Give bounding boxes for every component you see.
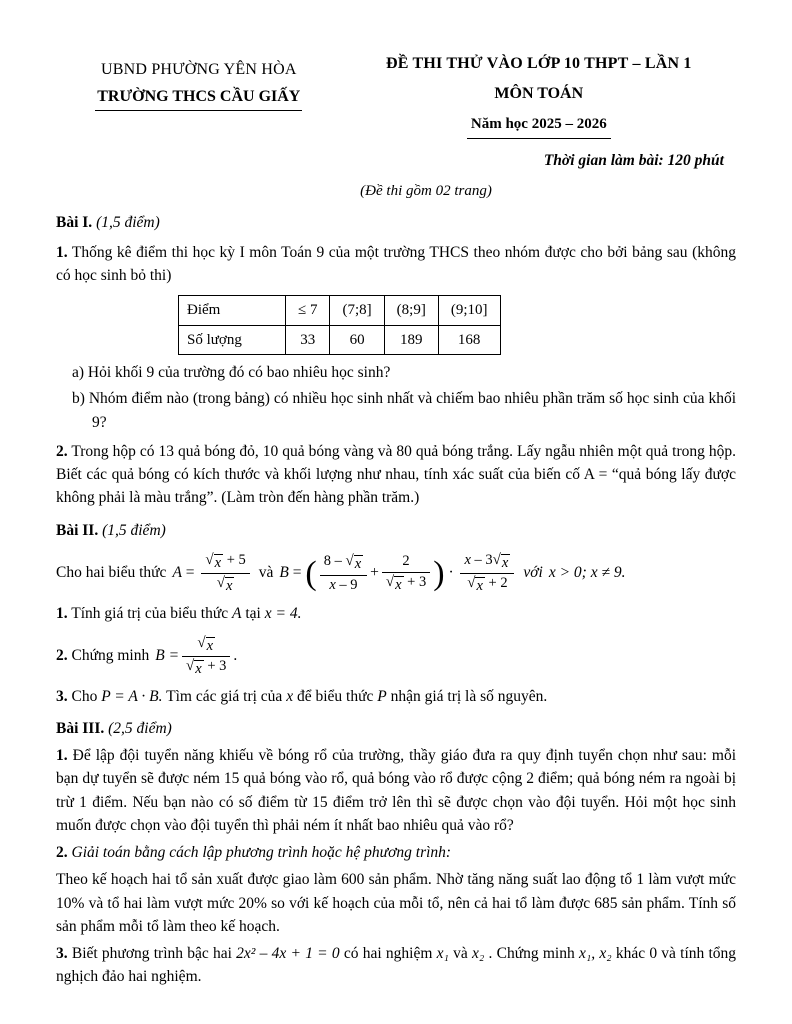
bai3-question1 bbox=[56, 744, 736, 837]
header-left-block bbox=[56, 52, 342, 111]
document-header bbox=[56, 52, 736, 172]
bai2-q2-number: 2. bbox=[56, 647, 68, 665]
bai2-question1 bbox=[56, 602, 736, 625]
bai2-condition-label: với bbox=[523, 564, 543, 582]
bai3-q3-roots: x₁, x₂ bbox=[578, 945, 612, 963]
bai2-q3-var2: P bbox=[377, 687, 387, 705]
bai2-conjunction: và bbox=[258, 564, 274, 582]
expr-B-f3-denominator: √ x + 2 bbox=[467, 575, 508, 595]
bai3-question3 bbox=[56, 942, 736, 989]
table-header-cell-3: (9;10] bbox=[438, 296, 500, 326]
page-count-note: (Đề thi gồm 02 trang) bbox=[360, 182, 492, 199]
bai1-item-b: b) Nhóm điểm nào (trong bảng) có nhiều học sinh nhất và chiếm bao nhiêu phần trăm số học sinh của khối 9? bbox=[72, 390, 736, 431]
bai2-question2: 2. Chứng minh B = √ x √ x + 3 . bbox=[56, 634, 238, 678]
bai3-question2-heading bbox=[56, 841, 736, 864]
bai3-q1-number: 1. bbox=[56, 747, 68, 765]
bai3-q3-root-x2: x₂ bbox=[472, 945, 485, 963]
expr-B-label: B bbox=[279, 564, 289, 582]
bai2-label: Bài II. bbox=[56, 521, 99, 539]
bai2-q1-var: A bbox=[232, 604, 242, 622]
bai2-condition-text: x > 0; x ≠ 9. bbox=[548, 564, 626, 582]
expr-B-f2-numerator: 2 bbox=[382, 553, 430, 572]
bai3-q3-text-c: . Chứng minh bbox=[488, 945, 575, 963]
expr-B-fraction-2 bbox=[382, 553, 430, 594]
expr-A-fraction bbox=[201, 552, 249, 596]
bai2-intro: Cho hai biểu thức bbox=[56, 564, 167, 582]
bai2-q3-text-a: Cho bbox=[71, 687, 98, 705]
bai3-q1-text: Để lập đội tuyển năng khiếu về bóng rổ của trường, thầy giáo đưa ra quy định tuyển chọn như sau: mỗi bạn dự tuyển sẽ được ném 15 quả bóng vào rổ, quả bóng vào rổ được cộng 2 điểm; quả bóng ném ra ngoài bị trừ 1 điểm. Nếu bạn nào có số điểm từ 15 điểm trở lên thì sẽ được chọn vào đội tuyển. Hỏi một học sinh muốn được chọn vào đội tuyển thì phải ném ít nhất bao nhiêu quả vào rổ? bbox=[56, 747, 737, 834]
expr-B-f1-denominator: x – 9 bbox=[329, 576, 358, 593]
bai2-q2-lhs: B = bbox=[155, 647, 180, 665]
expr-B-fraction-3 bbox=[460, 552, 514, 596]
table-header-cell-1: (7;8] bbox=[330, 296, 384, 326]
bai3-q2-text: Giải toán bằng cách lập phương trình hoặc hệ phương trình: bbox=[71, 844, 452, 862]
bai2-question3 bbox=[56, 685, 736, 708]
expr-B-f3-numerator: x – 3 √ x bbox=[460, 552, 514, 574]
table-row-label-soluong: Số lượng bbox=[179, 325, 286, 355]
bai2-q2-text: Chứng minh bbox=[71, 647, 150, 665]
bai3-label: Bài III. bbox=[56, 719, 105, 737]
bai2-q1-at: tại bbox=[245, 604, 261, 622]
table-value-cell-3: 168 bbox=[438, 325, 500, 355]
expr-B-fraction-1 bbox=[320, 553, 367, 594]
table-row-values bbox=[179, 325, 501, 355]
table-row-label-diem: Điểm bbox=[179, 296, 286, 326]
bai2-q3-number: 3. bbox=[56, 687, 68, 705]
bai3-q3-root-x1: x₁ bbox=[436, 945, 449, 963]
bai2-q3-text-d: nhận giá trị là số nguyên. bbox=[390, 687, 548, 705]
expr-A-numerator: √ x + 5 bbox=[201, 552, 249, 574]
header-right-block bbox=[342, 52, 736, 172]
bai1-label: Bài I. bbox=[56, 214, 93, 232]
section-title-bai3 bbox=[56, 717, 736, 740]
bai2-q1-number: 1. bbox=[56, 604, 68, 622]
statistics-table bbox=[178, 295, 501, 355]
table-row-header bbox=[179, 296, 501, 326]
bai3-question2-body: Theo kế hoạch hai tổ sản xuất được giao làm 600 sản phẩm. Nhờ tăng năng suất lao động tổ 1 làm vượt mức 10% và tổ hai làm vượt mức 20% so với kế hoạch của mỗi tổ, nên cả hai tổ làm được 685 sản phẩm. Tính số sản phẩm mỗi tổ làm theo kế hoạch. bbox=[56, 871, 736, 935]
bai1-question2 bbox=[56, 440, 736, 510]
bai3-q2-number: 2. bbox=[56, 844, 68, 862]
exam-title: ĐỀ THI THỬ VÀO LỚP 10 THPT – LẦN 1 bbox=[385, 55, 692, 72]
open-paren: ( bbox=[305, 555, 317, 593]
bai2-q2-numerator: √ x bbox=[182, 635, 230, 657]
bai3-q3-number: 3. bbox=[56, 945, 68, 963]
table-value-cell-0: 33 bbox=[286, 325, 330, 355]
bai1-points: (1,5 điểm) bbox=[96, 214, 160, 232]
school-year: Năm học 2025 – 2026 bbox=[467, 113, 611, 139]
bai1-q2-text: Trong hộp có 13 quả bóng đỏ, 10 quả bóng vàng và 80 quả bóng trắng. Lấy ngẫu nhiên một quả trong hộp. Biết các quả bóng có kích thước và khối lượng như nhau, tính xác suất của biến cố A = “quả bóng lấy được không phải là màu trắng”. (Làm tròn đến hàng phần trăm.) bbox=[56, 442, 736, 507]
bai2-q3-var: x bbox=[286, 687, 294, 705]
bai1-q2-number: 2. bbox=[56, 442, 68, 460]
expr-B-f2-denominator: √ x + 3 bbox=[385, 573, 427, 593]
bai2-q2-denominator: √ x + 3 bbox=[186, 658, 227, 678]
bai2-points: (1,5 điểm) bbox=[102, 521, 166, 539]
bai3-points: (2,5 điểm) bbox=[108, 719, 172, 737]
bai3-q3-text-b: có hai nghiệm bbox=[343, 945, 433, 963]
expr-B-f1-numerator: 8 – √ x bbox=[320, 553, 367, 575]
expr-A-label: A bbox=[172, 564, 182, 582]
bai2-expressions: Cho hai biểu thức A = √ x + 5 √ x và B = ( 8 – √ x x – 9 + 2 √ x + 3 ) · x – 3 √ x √ x + 2 với x > 0; x ≠ 9. bbox=[56, 551, 626, 595]
bai2-q3-expr: P = A · B. bbox=[101, 687, 163, 705]
bai3-q3-equation: 2x² – 4x + 1 = 0 bbox=[236, 945, 340, 963]
bai2-q1-text: Tính giá trị của biểu thức bbox=[71, 604, 229, 622]
bai2-q3-text-b: Tìm các giá trị của bbox=[166, 687, 283, 705]
table-header-cell-0: ≤ 7 bbox=[286, 296, 330, 326]
bai3-q3-text-a: Biết phương trình bậc hai bbox=[71, 945, 232, 963]
exam-subject: MÔN TOÁN bbox=[494, 85, 584, 102]
bai2-q1-value: x = 4. bbox=[264, 604, 302, 622]
issuing-authority: UBND PHƯỜNG YÊN HÒA bbox=[100, 61, 297, 78]
bai1-q1-number: 1. bbox=[56, 243, 68, 261]
bai3-q3-text-d: khác 0 và tính tổng nghịch đảo hai nghiệm. bbox=[56, 945, 737, 986]
section-title-bai1 bbox=[56, 211, 736, 234]
bai1-item-a: a) Hỏi khối 9 của trường đó có bao nhiêu học sinh? bbox=[72, 364, 391, 381]
bai1-q1-text: Thống kê điểm thi học kỳ I môn Toán 9 của một trường THCS theo nhóm được cho bởi bảng sau (không có học sinh bỏ thi) bbox=[56, 243, 736, 284]
table-header-cell-2: (8;9] bbox=[384, 296, 438, 326]
section-title-bai2 bbox=[56, 519, 736, 542]
bai3-q3-and: và bbox=[453, 945, 468, 963]
exam-duration: Thời gian làm bài: 120 phút bbox=[543, 151, 724, 169]
bai1-question1 bbox=[56, 241, 736, 288]
bai2-q2-fraction bbox=[182, 635, 230, 679]
table-value-cell-2: 189 bbox=[384, 325, 438, 355]
table-value-cell-1: 60 bbox=[330, 325, 384, 355]
close-paren: ) bbox=[433, 555, 445, 593]
bai2-q3-text-c: để biểu thức bbox=[296, 687, 374, 705]
expr-A-denominator: √ x bbox=[216, 575, 233, 595]
school-name: TRƯỜNG THCS CẦU GIẤY bbox=[95, 85, 302, 111]
